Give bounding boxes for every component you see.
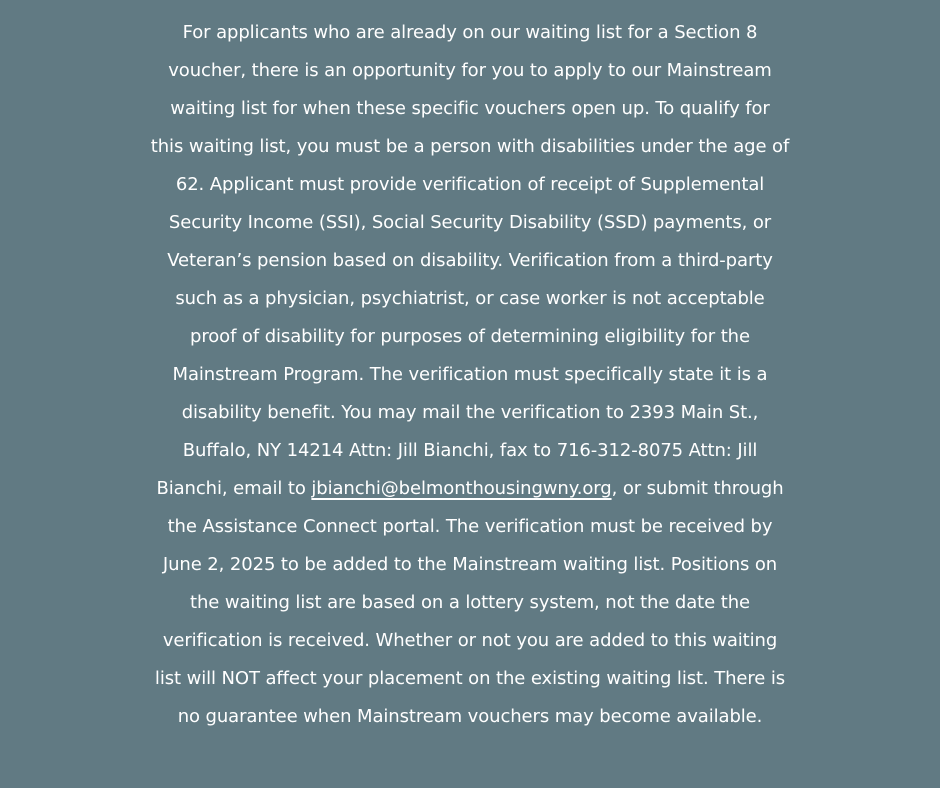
- notice-line: the Assistance Connect portal. The verification must be received by: [167, 516, 773, 537]
- notice-line: Buffalo, NY 14214 Attn: Jill Bianchi, fax to 716-312-8075 Attn: Jill: [182, 440, 758, 461]
- notice-line: Security Income (SSI), Social Security Disability (SSD) payments, or: [168, 212, 772, 233]
- email-suffix-text: , or submit through: [611, 478, 784, 499]
- notice-line: proof of disability for purposes of determining eligibility for the: [190, 326, 750, 347]
- notice-line: waiting list for when these specific vouchers open up. To qualify for: [170, 98, 770, 119]
- notice-line: the waiting list are based on a lottery system, not the date the: [190, 592, 750, 613]
- notice-line: disability benefit. You may mail the verification to 2393 Main St.,: [181, 402, 759, 423]
- notice-line: no guarantee when Mainstream vouchers may become available.: [177, 706, 763, 727]
- email-link[interactable]: jbianchi@belmonthousingwny.org: [311, 478, 612, 499]
- notice-line: verification is received. Whether or not you are added to this waiting: [162, 630, 778, 651]
- notice-line: 62. Applicant must provide verification of receipt of Supplemental: [175, 174, 765, 195]
- notice-paragraph: [0, 14, 940, 736]
- notice-line: such as a physician, psychiatrist, or case worker is not acceptable: [175, 288, 765, 309]
- notice-line: voucher, there is an opportunity for you to apply to our Mainstream: [168, 60, 772, 81]
- notice-line-email: [0, 470, 940, 508]
- notice-line: For applicants who are already on our waiting list for a Section 8: [182, 22, 758, 43]
- email-prefix-text: Bianchi, email to: [156, 478, 312, 499]
- notice-line: list will NOT affect your placement on the existing waiting list. There is: [154, 668, 786, 689]
- notice-line: Mainstream Program. The verification must specifically state it is a: [172, 364, 768, 385]
- notice-line: this waiting list, you must be a person with disabilities under the age of: [150, 136, 790, 157]
- notice-line: Veteran’s pension based on disability. Verification from a third-party: [167, 250, 773, 271]
- notice-line: June 2, 2025 to be added to the Mainstream waiting list. Positions on: [162, 554, 778, 575]
